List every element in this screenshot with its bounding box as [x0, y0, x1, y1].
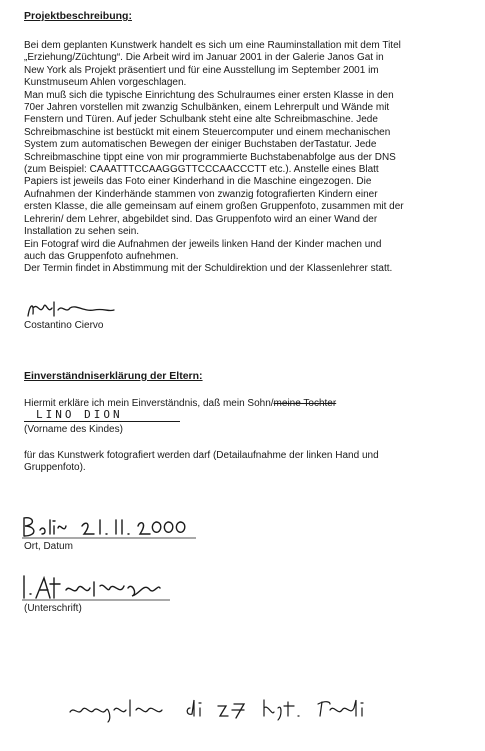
project-description	[24, 40, 464, 276]
description-line: Kunstmuseum Ahlen vorgeschlagen.	[24, 77, 187, 89]
consent-purpose	[24, 450, 464, 475]
handwritten-place-date	[20, 512, 200, 542]
purpose-line: für das Kunstwerk fotografiert werden darf (Detailaufnahme der linken Hand und	[24, 450, 379, 461]
artist-name: Costantino Ciervo	[24, 320, 104, 331]
description-line: Aufnahmen der Kinderhände stammen von zwanzig fotografierten Kindern einer	[24, 188, 378, 200]
description-line: System zum automatischen Bewegen der einiger Buchstaben derTastatur. Jede	[24, 139, 377, 151]
description-line: New York als Projekt präsentiert und für eine Ausstellung im September 2001 im	[24, 64, 379, 76]
handwritten-note	[68, 694, 388, 724]
description-line: Fenstern und Türen. Auf jeder Schulbank steht eine alte Schreibmaschine. Jede	[24, 114, 378, 126]
struck-option: meine Tochter	[273, 398, 337, 409]
artist-signature	[24, 298, 164, 320]
description-line: Schreibmaschine ist bestückt mit einem Steuercomputer und einem mechanischen	[24, 126, 391, 138]
project-heading: Projektbeschreibung:	[24, 10, 132, 22]
consent-heading: Einverständniserklärung der Eltern:	[24, 370, 203, 382]
signature-caption: (Unterschrift)	[24, 603, 82, 614]
description-line: Ein Fotograf wird die Aufnahmen der jeweils linken Hand der Kinder machen und	[24, 238, 382, 250]
description-line: Lehrerin/ dem Lehrer, abgebildet sind. Das Gruppenfoto wird an einer Wand der	[24, 213, 378, 225]
description-line: Schreibmaschine tippt eine von mir programmierte Buchstabenabfolge aus der DNS	[24, 151, 396, 163]
description-line: 70er Jahren vorstellen mit zwanzig Schulbänken, einem Lehrerpult und Wände mit	[24, 102, 390, 114]
description-line: ersten Klasse, die alle gemeinsam auf einem großen Gruppenfoto, zusammen mit der	[24, 201, 404, 213]
description-line: Der Termin findet in Abstimmung mit der Schuldirektion und der Klassenlehrer statt.	[24, 263, 393, 275]
purpose-line: Gruppenfoto).	[24, 462, 86, 474]
child-name-line	[24, 421, 180, 422]
child-name-handwritten: LINO DION	[36, 408, 123, 421]
description-line: Installation zu sehen sein.	[24, 226, 140, 238]
description-line: Man muß sich die typische Einrichtung des Schulraumes einer ersten Klasse in den	[24, 89, 394, 101]
consent-intro: Hiermit erkläre ich mein Einverständnis, daß mein Sohn/	[24, 398, 274, 409]
description-line: „Erziehung/Züchtung“. Die Arbeit wird im Januar 2001 in der Galerie Janos Gat in	[24, 52, 384, 64]
parent-signature	[20, 572, 180, 602]
description-line: (zum Beispiel: CAAATTTCCAAGGGTTCCCAACCCTT etc.). Anstelle eines Blatt	[24, 164, 379, 176]
child-name-caption: (Vorname des Kindes)	[24, 424, 123, 435]
description-line: Bei dem geplanten Kunstwerk handelt es sich um eine Rauminstallation mit dem Titel	[24, 40, 401, 51]
description-line: Papiers ist jeweils das Foto einer Kinderhand in die Maschine eingezogen. Die	[24, 176, 372, 188]
place-date-caption: Ort, Datum	[24, 541, 73, 552]
description-line: auch das Gruppenfoto aufnehmen.	[24, 250, 179, 262]
